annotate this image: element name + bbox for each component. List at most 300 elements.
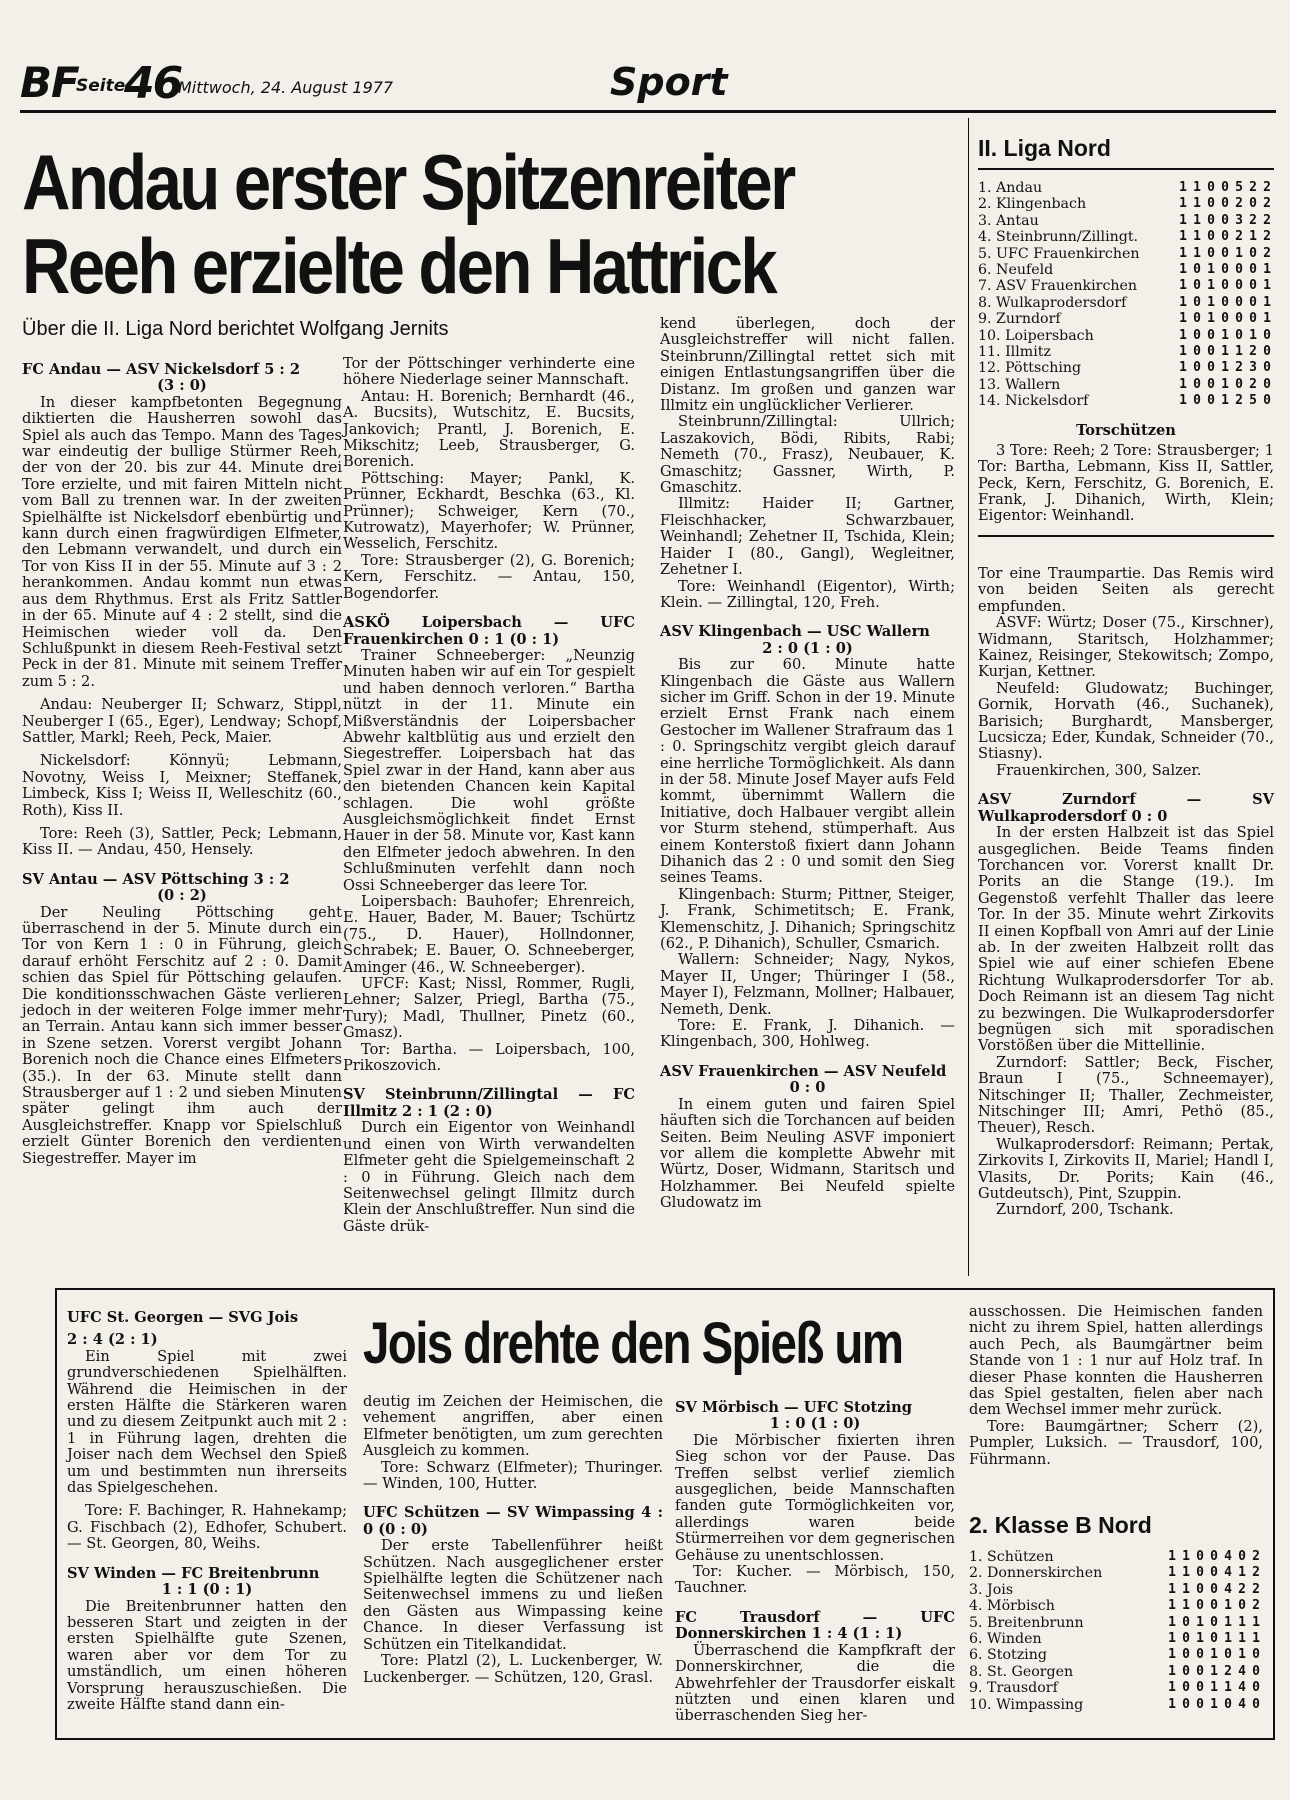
klasse-table-title: 2. Klasse B Nord: [969, 1512, 1152, 1538]
stat-cell: 1: [1168, 1549, 1176, 1564]
stat-cell: 2: [1249, 212, 1257, 228]
match-heading: FC Andau — ASV Nickelsdorf 5 : 2: [22, 361, 301, 378]
article-paragraph: Tor der Pöttschinger verhinderte eine höhere Niederlage seiner Mannschaft.: [343, 355, 635, 389]
stat-cell: 2: [1224, 1663, 1232, 1679]
stat-cell: 1: [1179, 376, 1187, 392]
stat-cell: 0: [1235, 327, 1243, 343]
stat-cell: 0: [1196, 1565, 1204, 1581]
stat-cell: 0: [1235, 278, 1243, 294]
article-paragraph: Tore: Reeh (3), Sattler, Peck; Lebmann, Kiss II. — Andau, 450, Hensely.: [22, 824, 342, 859]
team-name: 7. ASV Frauenkirchen: [978, 278, 1138, 295]
stat-cell: 1: [1179, 327, 1187, 343]
stat-cell: 5: [1235, 180, 1243, 195]
box-column-1: [67, 1304, 347, 1713]
article-paragraph: Tor: Kucher. — Mörbisch, 150, Tauchner.: [675, 1563, 955, 1597]
match-heading: SV Antau — ASV Pöttsching 3 : 2: [22, 870, 290, 888]
stat-cell: 1: [1207, 262, 1215, 278]
page-label: Seite: [76, 76, 126, 96]
stat-cell: 0: [1207, 196, 1215, 212]
stat-cell: 1: [1168, 1614, 1176, 1630]
stat-cell: 0: [1221, 245, 1229, 261]
stat-cell: 0: [1196, 1696, 1204, 1712]
stat-cell: 0: [1221, 196, 1229, 212]
liga-title-rule: [978, 168, 1274, 170]
klasse-standings-table: [969, 1549, 1263, 1713]
box-column-3: [675, 1394, 955, 1725]
standings-row: [978, 278, 1274, 294]
article-column-1: [22, 356, 342, 1167]
standings-row: [978, 295, 1274, 311]
stat-cell: 1: [1168, 1581, 1176, 1597]
article-paragraph: In einem guten und fairen Spiel häuften sich die Torchancen auf beiden Seiten. Beim Neuling ASVF imponiert vor allem die komplette Abwehr mit Würtz, Doser, Widmann, Staritsch und Holzhammer. Bei Neufeld spielte Gludowatz im: [660, 1095, 955, 1212]
stat-cell: 1: [1182, 1565, 1190, 1581]
match-heading: ASKÖ Loipersbach — UFC Frauenkirchen 0 : 1 (0 : 1): [343, 614, 635, 648]
stat-cell: 1: [1168, 1696, 1176, 1712]
article-paragraph: Tor: Bartha. — Loipersbach, 100, Prikoszovich.: [343, 1040, 635, 1075]
stat-cell: 1: [1179, 229, 1187, 245]
article-column-2: [343, 356, 635, 1235]
stat-cell: 0: [1207, 376, 1215, 392]
article-paragraph: Steinbrunn/Zillingtal: Ullrich; Laszakovich, Bödi, Ribits, Rabi; Nemeth (70., Frasz), Neubauer, K. Gmaschitz; Gassner, Wirth, P. Gmaschitz.: [660, 413, 955, 497]
team-name: 2. Donnerskirchen: [969, 1565, 1103, 1582]
stat-cell: 1: [1182, 1581, 1190, 1597]
stat-cell: 0: [1221, 262, 1229, 278]
stat-cell: 2: [1235, 393, 1243, 409]
stat-cell: 1: [1179, 196, 1187, 212]
stat-cell: 1: [1207, 311, 1215, 327]
stat-cell: 1: [1207, 278, 1215, 294]
stat-cell: 1: [1263, 278, 1271, 294]
article-paragraph: kend überlegen, doch der Ausgleichstreffer will nicht fallen. Steinbrunn/Zillingtal rettet sich mit einigen Entlastungsangriffen über die Distanz. Im großen und ganzen war Illmitz ein unglücklicher Verlierer.: [660, 315, 955, 415]
stat-cell: 1: [1263, 311, 1271, 327]
stat-cell: 1: [1193, 196, 1201, 212]
standings-row: [969, 1631, 1263, 1647]
article-paragraph: Bis zur 60. Minute hatte Klingenbach die Gäste aus Wallern sicher im Griff. Schon in der 19. Minute erzielt Ernst Frank nach einem Gestocher im Wallener Strafraum das 1 : 0. Springschitz vergibt gleich darauf eine herrliche Tormöglichkeit. Als dann in der 58. Minute Josef Mayer aufs Feld kommt, übernimmt Wallern die Initiative, doch Halbauer vergibt allein vor Sturm stehend, stümperhaft. Aus einem Konterstoß fixiert dann Johann Dihanich das 2 : 0 und somit den Sieg seines Teams.: [660, 656, 956, 887]
headline-line2: Reeh erzielte den Hattrick: [22, 222, 776, 310]
stat-cell: 1: [1224, 1598, 1232, 1614]
stat-cell: 2: [1249, 344, 1257, 360]
stat-cell: 1: [1249, 229, 1257, 245]
spacer: [675, 1597, 955, 1604]
stat-cell: 1: [1168, 1680, 1176, 1696]
stat-cell: 1: [1193, 229, 1201, 245]
stat-cell: 0: [1249, 245, 1257, 261]
standings-row: [969, 1565, 1263, 1581]
stat-cell: 3: [1235, 212, 1243, 228]
stat-cell: 2: [1249, 376, 1257, 392]
stat-cell: 0: [1193, 376, 1201, 392]
stat-cell: 1: [1235, 344, 1243, 360]
stat-cell: 0: [1252, 1680, 1260, 1696]
stat-cell: 1: [1221, 344, 1229, 360]
stat-cell: 1: [1168, 1663, 1176, 1679]
match-heading: ASV Zurndorf — SV Wulkaprodersdorf 0 : 0: [978, 791, 1274, 825]
article-paragraph: Tore: Strausberger (2), G. Borenich; Kern, Ferschitz. — Antau, 150, Bogendorfer.: [343, 551, 635, 602]
spacer: [343, 1074, 635, 1081]
stat-cell: 1: [1235, 245, 1243, 261]
stat-cell: 4: [1224, 1565, 1232, 1581]
standings-row: [978, 328, 1274, 344]
page-number: 46: [124, 58, 182, 109]
stat-cell: 0: [1182, 1614, 1190, 1630]
stat-cell: 2: [1263, 196, 1271, 212]
stat-cell: 1: [1193, 212, 1201, 228]
stat-cell: 1: [1182, 1549, 1190, 1564]
article-paragraph: UFCF: Kast; Nissl, Rommer, Rugli, Lehner; Salzer, Priegl, Bartha (75., Tury); Madl, Thullner, Pinetz (60., Gmasz).: [343, 975, 635, 1042]
spacer: [67, 1553, 347, 1560]
stat-cell: 1: [1179, 344, 1187, 360]
article-paragraph: In dieser kampfbetonten Begegnung diktierten die Hausherren sowohl das Spiel als auch das Tempo. Mann des Tages war eindeutig der bullige Stürmer Reeh, der von der 20. bis zur 44. Minute drei Tore erzielte, und mit fairen Mitteln nicht vom Ball zu trennen war. In der zweiten Spielhälfte ist Nickelsdorf ebenbürtig und kann durch einen fragwürdigen Elfmeter, den Lebmann verwandelt, und durch ein Tor von Kiss II in der 55. Minute auf 3 : 2 herankommen. Andau kommt nun etwas aus dem Rhythmus. Erst als Fritz Sattler in der 65. Minute auf 4 : 2 stellt, sind die Heimischen wieder voll da. Den Schlußpunkt in diesem Reeh-Festival setzt Peck in der 81. Minute mit seinem Treffer zum 5 : 2.: [22, 393, 342, 690]
byline: Über die II. Liga Nord berichtet Wolfgang Jernits: [22, 318, 449, 340]
stat-cell: 0: [1238, 1549, 1246, 1564]
stat-cell: 1: [1196, 1631, 1204, 1647]
stat-cell: 4: [1224, 1549, 1232, 1564]
stat-cell: 0: [1221, 212, 1229, 228]
article-paragraph: Frauenkirchen, 300, Salzer.: [996, 761, 1202, 779]
stat-cell: 0: [1224, 1647, 1232, 1663]
team-name: 3. Jois: [969, 1581, 1014, 1598]
stat-cell: 0: [1207, 393, 1215, 409]
article-paragraph: ausschossen. Die Heimischen fanden nicht zu ihrem Spiel, hatten allerdings auch Pech, als Baumgärtner beim Stande von 1 : 1 nur auf Holz traf. In dieser Phase konnten die Hausherren das Spiel gestalten, fielen aber nach dem Wechsel immer mehr zurück.: [969, 1303, 1263, 1419]
stat-cell: 0: [1196, 1598, 1204, 1614]
column-divider: [968, 118, 969, 1276]
stat-cell: 1: [1179, 180, 1187, 195]
stat-cell: 1: [1221, 393, 1229, 409]
stat-cell: 0: [1263, 393, 1271, 409]
stat-cell: 0: [1210, 1549, 1218, 1564]
stat-cell: 1: [1210, 1680, 1218, 1696]
match-score: 0 : 0: [789, 1079, 826, 1097]
stat-cell: 0: [1210, 1598, 1218, 1614]
stat-cell: 1: [1238, 1647, 1246, 1663]
stat-cell: 4: [1238, 1663, 1246, 1679]
team-name: 8. Wulkaprodersdorf: [978, 294, 1127, 311]
stat-cell: 0: [1249, 196, 1257, 212]
jois-article-box: [55, 1288, 1275, 1740]
stat-cell: 2: [1235, 229, 1243, 245]
article-paragraph: Tore: Schwarz (Elfmeter); Thuringer. — Winden, 100, Hutter.: [363, 1458, 663, 1493]
stat-cell: 0: [1249, 278, 1257, 294]
stat-cell: 1: [1196, 1614, 1204, 1630]
stat-cell: 0: [1193, 278, 1201, 294]
stat-cell: 1: [1224, 1680, 1232, 1696]
stat-cell: 1: [1168, 1565, 1176, 1581]
team-name: 6. Stotzing: [969, 1647, 1047, 1664]
stat-cell: 0: [1221, 180, 1229, 195]
stat-cell: 0: [1252, 1663, 1260, 1679]
liga-standings-table: [978, 180, 1274, 410]
stat-cell: 2: [1263, 245, 1271, 261]
stat-cell: 0: [1207, 180, 1215, 195]
stat-cell: 1: [1210, 1647, 1218, 1663]
stat-cell: 0: [1221, 311, 1229, 327]
team-name: 3. Antau: [978, 212, 1039, 229]
stat-cell: 0: [1182, 1647, 1190, 1663]
stat-cell: 1: [1224, 1631, 1232, 1647]
stat-cell: 1: [1210, 1696, 1218, 1712]
stat-cell: 2: [1235, 360, 1243, 376]
box-column-2: [363, 1394, 663, 1686]
stat-cell: 2: [1252, 1549, 1260, 1564]
match-heading: 2 : 4 (2 : 1): [67, 1331, 158, 1349]
stat-cell: 0: [1193, 294, 1201, 310]
stat-cell: 0: [1210, 1565, 1218, 1581]
article-paragraph: Trainer Schneeberger: „Neunzig Minuten haben wir auf ein Tor gespielt und haben dennoch verloren.“ Bartha nützt in der 11. Minute ein Mißverständnis der Loipersbacher Abwehr kaltblütig aus und erzielt den Siegestreffer. Loipersbach hat das Spiel zwar in der Hand, kann aber aus den bietenden Chancen kein Kapital schlagen. Die wohl größte Ausgleichsmöglichkeit findet Ernst Hauer in der 58. Minute vor, Kast kann den Elfmeter jedoch abwehren. In den Schlußminuten verfehlt dann noch Ossi Schneeberger das leere Tor.: [343, 646, 635, 894]
stat-cell: 4: [1224, 1581, 1232, 1597]
article-paragraph: Wallern: Schneider; Nagy, Nykos, Mayer II, Unger; Thüringer I (58., Mayer I), Felzmann, Mollner; Halbauer, Nemeth, Denk.: [660, 951, 955, 1018]
article-paragraph: Tore: F. Bachinger, R. Hahnekamp; G. Fischbach (2), Edhofer, Schubert. — St. Georgen, 80, Weihs.: [67, 1502, 347, 1553]
stat-cell: 1: [1168, 1598, 1176, 1614]
stat-cell: 0: [1221, 278, 1229, 294]
team-name: 10. Loipersbach: [978, 327, 1094, 344]
team-name: 10. Wimpassing: [969, 1696, 1084, 1713]
article-column-4: [978, 566, 1274, 1219]
stat-cell: 1: [1179, 360, 1187, 376]
match-heading: SV Steinbrunn/Zillingtal — FC Illmitz 2 : 1 (2 : 0): [343, 1086, 635, 1120]
liga-table-title: II. Liga Nord: [978, 135, 1111, 161]
stat-cell: 0: [1252, 1696, 1260, 1712]
stat-cell: 4: [1238, 1696, 1246, 1712]
stat-cell: 0: [1235, 376, 1243, 392]
stat-cell: 0: [1238, 1598, 1246, 1614]
stat-cell: 2: [1238, 1581, 1246, 1597]
spacer: [363, 1492, 663, 1499]
newspaper-logo: BF: [20, 58, 79, 107]
article-paragraph: Ein Spiel mit zwei grundverschiedenen Spielhälften. Während die Heimischen in der ersten Hälfte die Stärkeren waren und zu diesem Zeitpunkt auch mit 2 : 1 in Führung lagen, drehten die Joiser nach dem Wechsel den Spieß um und bestimmten nun ihrerseits das Spielgeschehen.: [67, 1347, 347, 1497]
spacer: [660, 1051, 955, 1058]
article-paragraph: Neufeld: Gludowatz; Buchinger, Gornik, Horvath (46., Suchanek), Barisich; Burghardt, Mansberger, Lucsicza; Eder, Kundak, Schneider (70., Stiasny).: [978, 679, 1274, 763]
stat-cell: 0: [1252, 1647, 1260, 1663]
stat-cell: 0: [1196, 1647, 1204, 1663]
match-heading: ASV Klingenbach — USC Wallern: [660, 623, 930, 641]
article-paragraph: Nickelsdorf: Könnyü; Lebmann, Novotny, Weiss I, Meixner; Steffanek, Limbeck, Kiss I; Weiss II, Welleschitz (60., Roth), Kiss II.: [22, 752, 342, 819]
standings-row: [978, 393, 1274, 409]
stat-cell: 5: [1249, 393, 1257, 409]
stat-cell: 0: [1193, 262, 1201, 278]
masthead: [20, 58, 1275, 108]
stat-cell: 1: [1179, 393, 1187, 409]
standings-row: [969, 1697, 1263, 1713]
box-headline: Jois drehte den Spieß um: [363, 1311, 903, 1376]
spacer: [343, 602, 635, 609]
match-heading: SV Winden — FC Breitenbrunn: [67, 1564, 320, 1582]
stat-cell: 0: [1182, 1680, 1190, 1696]
stat-cell: 0: [1221, 294, 1229, 310]
standings-row: [978, 377, 1274, 393]
article-paragraph: Tor eine Traumpartie. Das Remis wird von beiden Seiten als gerecht empfunden.: [978, 565, 1274, 615]
stat-cell: 0: [1182, 1631, 1190, 1647]
stat-cell: 1: [1221, 376, 1229, 392]
scorers-list: 3 Tore: Reeh; 2 Tore: Strausberger; 1 Tor: Bartha, Lebmann, Kiss II, Sattler, Peck, Kern, Ferschitz, G. Borenich, E. Frank, J. Dihanich, Wirth, Klein; Eigentor: Weinhandl.: [978, 441, 1274, 525]
stat-cell: 1: [1182, 1598, 1190, 1614]
standings-row: [969, 1615, 1263, 1631]
team-name: 2. Klingenbach: [978, 196, 1087, 213]
team-name: 6. Neufeld: [978, 262, 1054, 279]
stat-cell: 0: [1235, 262, 1243, 278]
article-paragraph: Tore: Weinhandl (Eigentor), Wirth; Klein. — Zillingtal, 120, Freh.: [660, 577, 955, 611]
article-paragraph: Die Mörbischer fixierten ihren Sieg schon vor der Pause. Das Treffen selbst verlief ziemlich ausgeglichen, beide Mannschaften fanden gute Tormöglichkeiten vor, allerdings waren beide Stürmerreihen vor dem gegnerischen Gehäuse zu unentschlossen.: [675, 1431, 955, 1564]
stat-cell: 1: [1179, 212, 1187, 228]
article-paragraph: ASVF: Würtz; Doser (75., Kirschner), Widmann, Staritsch, Holzhammer; Kainez, Reisinger, Stekowitsch; Zompo, Kurjan, Kettner.: [978, 614, 1274, 681]
stat-cell: 1: [1238, 1565, 1246, 1581]
article-paragraph: In der ersten Halbzeit ist das Spiel ausgeglichen. Beide Teams finden Torchancen vor. Vorerst knallt Dr. Porits an die Stange (19.). Im Gegenstoß verfehlt Thaller das leere Tor. In der 35. Minute wehrt Zirkovits II einen Kopfball von Amri auf der Linie ab. In der zweiten Halbzeit rollt das Spiel wie auf einer schiefen Ebene Richtung Wulkaprodersdorfer Tor ab. Doch Reimann ist an diesem Tag nicht zu bezwingen. Die Wulkaprodersdorfer begnügen sich mit sporadischen Vorstößen über die Mittellinie.: [978, 824, 1274, 1055]
article-paragraph: Klingenbach: Sturm; Pittner, Steiger, J. Frank, Schimetitsch; E. Frank, Klemenschitz, J. Dihanich; Springschitz (62., P. Dihanich), Schuller, Csmarich.: [660, 885, 955, 953]
stat-cell: 2: [1235, 196, 1243, 212]
klasse-table-box: [969, 1512, 1263, 1713]
stat-cell: 1: [1210, 1663, 1218, 1679]
stat-cell: 0: [1193, 327, 1201, 343]
team-name: 9. Trausdorf: [969, 1680, 1058, 1697]
stat-cell: 2: [1263, 212, 1271, 228]
stat-cell: 1: [1249, 327, 1257, 343]
stat-cell: 1: [1221, 360, 1229, 376]
article-paragraph: Überraschend die Kampfkraft der Donnerskirchner, die die Abwehrfehler der Trausdorfer eiskalt nützten und einen klaren und überraschenden Sieg her-: [675, 1641, 955, 1725]
liga-table-box: [978, 135, 1274, 537]
stat-cell: 2: [1252, 1565, 1260, 1581]
section-title: Sport: [610, 60, 728, 104]
stat-cell: 0: [1235, 311, 1243, 327]
stat-cell: 1: [1224, 1614, 1232, 1630]
stat-cell: 0: [1207, 229, 1215, 245]
article-paragraph: Tore: Baumgärtner; Scherr (2), Pumpler, Luksich. — Trausdorf, 100, Führmann.: [969, 1417, 1263, 1468]
stat-cell: 1: [1193, 245, 1201, 261]
article-paragraph: Wulkaprodersdorf: Reimann; Pertak, Zirkovits I, Zirkovits II, Mariel; Handl I, Vlasits, Dr. Porits; Kain (46., Gutdeutsch), Pint, Szuppin.: [978, 1135, 1274, 1203]
stat-cell: 3: [1249, 360, 1257, 376]
standings-row: [978, 311, 1274, 327]
stat-cell: 0: [1210, 1614, 1218, 1630]
article-paragraph: Antau: H. Borenich; Bernhardt (46., A. Bucsits), Wutschitz, E. Bucsits, Jankovich; Prantl, J. Borenich, E. Mikschitz; Leeb, Strausberger, G. Borenich.: [343, 387, 635, 471]
team-name: 4. Steinbrunn/Zillingt.: [978, 229, 1139, 246]
spacer: [978, 779, 1274, 786]
match-score: (3 : 0): [157, 377, 207, 395]
stat-cell: 1: [1252, 1614, 1260, 1630]
stat-cell: 2: [1249, 180, 1257, 195]
match-heading: SV Mörbisch — UFC Stotzing: [675, 1399, 912, 1416]
standings-row: [978, 196, 1274, 212]
article-paragraph: Illmitz: Haider II; Gartner, Fleischhacker, Schwarzbauer, Weinhandl; Zehetner II, Tschida, Klein; Haider I (80., Gangl), Wegleitner, Zehetner I.: [660, 495, 955, 579]
stat-cell: 0: [1196, 1581, 1204, 1597]
team-name: 13. Wallern: [978, 376, 1061, 393]
match-heading: UFC St. Georgen — SVG Jois: [67, 1309, 299, 1326]
stat-cell: 0: [1207, 344, 1215, 360]
scorers-rule: [978, 535, 1274, 537]
stat-cell: 2: [1263, 180, 1271, 195]
stat-cell: 0: [1263, 360, 1271, 376]
stat-cell: 1: [1238, 1631, 1246, 1647]
stat-cell: 0: [1196, 1663, 1204, 1679]
team-name: 1. Schützen: [969, 1549, 1054, 1565]
match-score: (0 : 2): [157, 887, 207, 905]
match-heading: UFC Schützen — SV Wimpassing 4 : 0 (0 : 0): [363, 1504, 663, 1538]
stat-cell: 4: [1238, 1680, 1246, 1696]
stat-cell: 0: [1235, 294, 1243, 310]
stat-cell: 1: [1179, 245, 1187, 261]
stat-cell: 0: [1182, 1696, 1190, 1712]
article-paragraph: Pöttsching: Mayer; Pankl, K. Prünner, Eckhardt, Beschka (63., Kl. Prünner); Schweiger, Kern (70., Kutrowatz), Mayerhofer; W. Prünner, Wesselich, Ferschitz.: [343, 469, 635, 553]
stat-cell: 0: [1207, 245, 1215, 261]
team-name: 4. Mörbisch: [969, 1598, 1055, 1615]
standings-row: [978, 246, 1274, 262]
article-paragraph: Tore: E. Frank, J. Dihanich. — Klingenbach, 300, Hohlweg.: [660, 1017, 955, 1051]
team-name: 11. Illmitz: [978, 344, 1051, 361]
stat-cell: 2: [1263, 229, 1271, 245]
team-name: 5. UFC Frauenkirchen: [978, 245, 1140, 262]
standings-row: [978, 262, 1274, 278]
standings-row: [969, 1680, 1263, 1696]
article-paragraph: Andau: Neuberger II; Schwarz, Stippl, Neuberger I (65., Eger), Lendway; Schopf, Sattler, Markl; Reeh, Peck, Maier.: [22, 696, 342, 746]
stat-cell: 1: [1263, 294, 1271, 310]
stat-cell: 0: [1249, 294, 1257, 310]
stat-cell: 1: [1168, 1631, 1176, 1647]
standings-row: [978, 360, 1274, 376]
standings-row: [969, 1647, 1263, 1663]
match-score: 1 : 0 (1 : 0): [769, 1415, 861, 1433]
stat-cell: 0: [1210, 1631, 1218, 1647]
stat-cell: 0: [1196, 1549, 1204, 1564]
article-paragraph: Durch ein Eigentor von Weinhandl und einen von Wirth verwandelten Elfmeter geht die Spielgemeinschaft 2 : 0 in Führung. Gleich nach dem Seitenwechsel gelingt Illmitz durch Klein der Anschlußtreffer. Nun sind die Gäste drük-: [343, 1119, 635, 1235]
article-paragraph: Loipersbach: Bauhofer; Ehrenreich, E. Hauer, Bader, M. Bauer; Tschürtz (75., D. Hauer), Hollndonner, Schrabek; E. Bauer, O. Schneeberger, Aminger (46., W. Schneeberger).: [343, 893, 635, 976]
scorers-title: Torschützen: [1076, 421, 1176, 439]
stat-cell: 1: [1238, 1614, 1246, 1630]
standings-row: [978, 180, 1274, 196]
stat-cell: 0: [1224, 1696, 1232, 1712]
stat-cell: 0: [1263, 376, 1271, 392]
match-heading: FC Trausdorf — UFC Donnerskirchen 1 : 4 (1 : 1): [675, 1608, 955, 1643]
stat-cell: 1: [1263, 262, 1271, 278]
article-paragraph: Zurndorf: Sattler; Beck, Fischer, Braun I (75., Schneemayer), Nitschinger II; Thaller, Zechmeister, Nitschinger III; Amri, Pethö (85., Theuer), Resch.: [978, 1053, 1274, 1137]
box-column-4: [969, 1304, 1263, 1468]
stat-cell: 1: [1207, 294, 1215, 310]
team-name: 1. Andau: [978, 180, 1043, 196]
stat-cell: 1: [1179, 311, 1187, 327]
team-name: 5. Breitenbrunn: [969, 1614, 1084, 1631]
article-paragraph: Die Breitenbrunner hatten den besseren Start und zeigten in der ersten Spielhälfte gute Szenen, waren aber vor dem Tor zu umständlich, um einen höheren Vorsprung herauszuschießen. Die zweite Hälfte stand dann ein-: [67, 1597, 347, 1713]
stat-cell: 0: [1207, 212, 1215, 228]
stat-cell: 0: [1210, 1581, 1218, 1597]
spacer: [660, 611, 955, 618]
stat-cell: 0: [1193, 393, 1201, 409]
scorers-text: [978, 443, 1274, 525]
standings-row: [969, 1598, 1263, 1614]
stat-cell: 0: [1193, 311, 1201, 327]
standings-row: [978, 229, 1274, 245]
stat-cell: 0: [1249, 262, 1257, 278]
standings-row: [969, 1549, 1263, 1565]
stat-cell: 0: [1182, 1663, 1190, 1679]
article-paragraph: Tore: Platzl (2), L. Luckenberger, W. Luckenberger. — Schützen, 120, Grasl.: [363, 1652, 663, 1686]
headline-line1: Andau erster Spitzenreiter: [22, 138, 794, 226]
team-name: 12. Pöttsching: [978, 360, 1082, 377]
stat-cell: 1: [1168, 1647, 1176, 1663]
article-paragraph: Zurndorf, 200, Tschank.: [996, 1201, 1174, 1219]
stat-cell: 0: [1196, 1680, 1204, 1696]
standings-row: [978, 344, 1274, 360]
stat-cell: 0: [1193, 344, 1201, 360]
standings-row: [969, 1664, 1263, 1680]
standings-row: [978, 213, 1274, 229]
stat-cell: 1: [1252, 1631, 1260, 1647]
stat-cell: 1: [1179, 262, 1187, 278]
spacer: [22, 859, 342, 866]
article-column-3: [660, 316, 955, 1212]
match-heading: ASV Frauenkirchen — ASV Neufeld: [660, 1062, 947, 1080]
main-headline: [22, 140, 830, 308]
stat-cell: 2: [1252, 1581, 1260, 1597]
stat-cell: 0: [1207, 360, 1215, 376]
issue-date: Mittwoch, 24. August 1977: [178, 78, 394, 97]
standings-row: [969, 1582, 1263, 1598]
stat-cell: 1: [1179, 278, 1187, 294]
